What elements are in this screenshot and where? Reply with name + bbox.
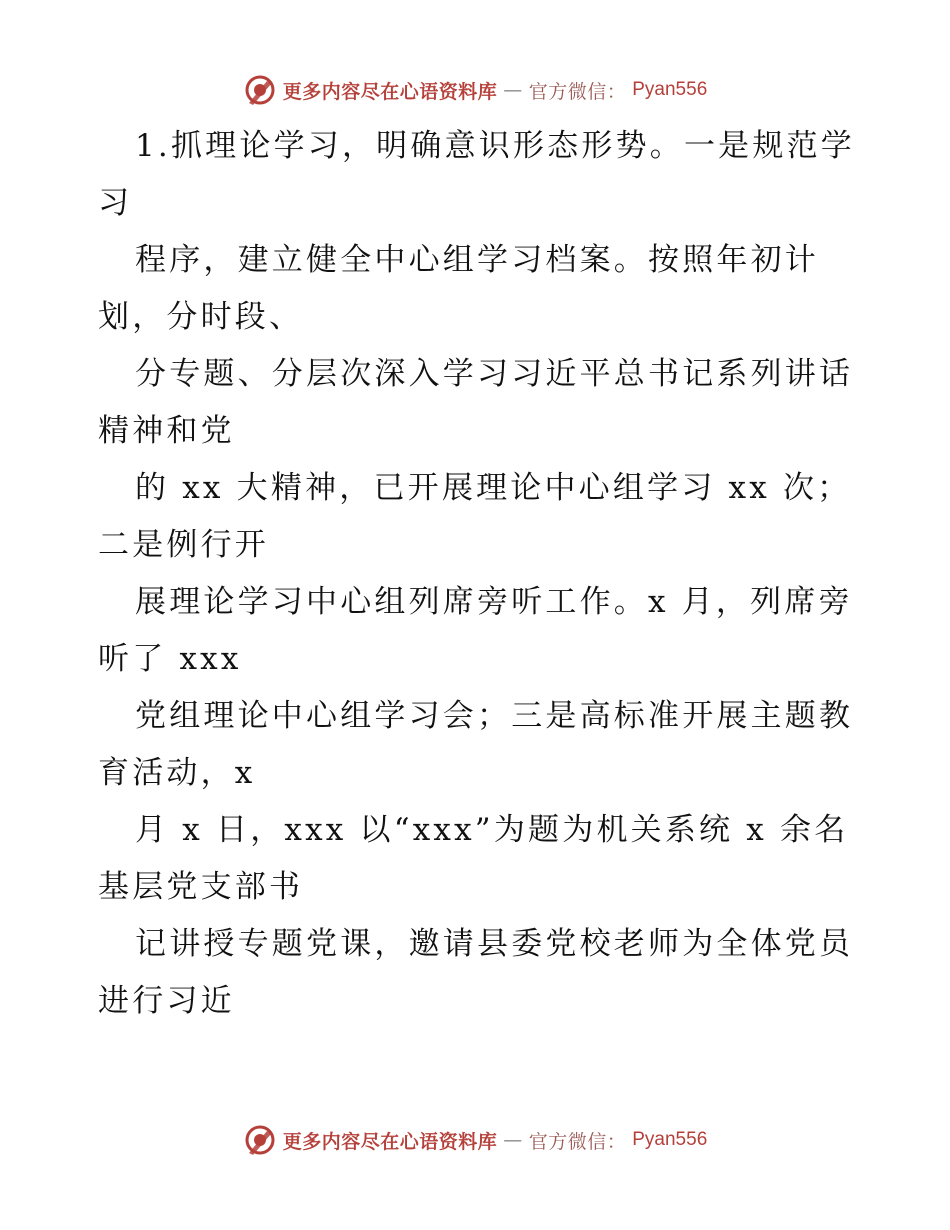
body-line-lead: 的 xx 大精神，已开展理论中心组学习 xx 次； (135, 470, 852, 506)
body-line-lead: 1.抓理论学习，明确意识形态形势。一是规范学 (135, 128, 855, 164)
body-line (98, 802, 858, 916)
body-line-lead: 党组理论中心组学习会；三是高标准开展主题教 (135, 698, 854, 734)
watermark-banner-bottom (0, 1120, 950, 1160)
body-line-lead: 分专题、分层次深入学习习近平总书记系列讲话 (135, 356, 854, 392)
body-line-wrap: 划，分时段、 (98, 299, 304, 335)
body-line (98, 688, 858, 802)
watermark-handle: Pyan556 (632, 1129, 708, 1150)
body-line-lead: 记讲授专题党课，邀请县委党校老师为全体党员 (135, 926, 854, 962)
body-line-wrap: 育活动，x (98, 755, 256, 791)
body-line-wrap: 进行习近 (98, 983, 235, 1019)
watermark-main-text: 更多内容尽在心语资料库 (282, 80, 498, 103)
body-line (98, 574, 858, 688)
watermark-wechat-label: 官方微信： (528, 1130, 627, 1153)
body-line (98, 460, 858, 574)
body-line-wrap: 二是例行开 (98, 527, 269, 563)
watermark-main-text: 更多内容尽在心语资料库 (282, 1130, 498, 1153)
body-line-wrap: 基层党支部书 (98, 869, 304, 905)
watermark-handle: Pyan556 (632, 79, 708, 100)
watermark-dash: — (503, 1129, 523, 1151)
body-line (98, 118, 858, 232)
pen-logo-icon (243, 73, 277, 107)
watermark-banner-top (0, 70, 950, 110)
body-line-wrap: 习 (98, 185, 133, 221)
watermark-wechat-label: 官方微信： (528, 80, 627, 103)
body-line-wrap: 精神和党 (98, 413, 235, 449)
watermark-dash: — (503, 79, 523, 101)
body-line (98, 916, 858, 1030)
body-line-lead: 展理论学习中心组列席旁听工作。x 月，列席旁 (135, 584, 853, 620)
body-line-lead: 程序，建立健全中心组学习档案。按照年初计 (135, 242, 819, 278)
document-body (98, 118, 858, 1030)
body-line (98, 346, 858, 460)
pen-logo-icon (243, 1123, 277, 1157)
body-line-lead: 月 x 日，xxx 以“xxx”为题为机关系统 x 余名 (135, 812, 849, 848)
body-line (98, 232, 858, 346)
body-line-wrap: 听了 xxx (98, 641, 242, 677)
